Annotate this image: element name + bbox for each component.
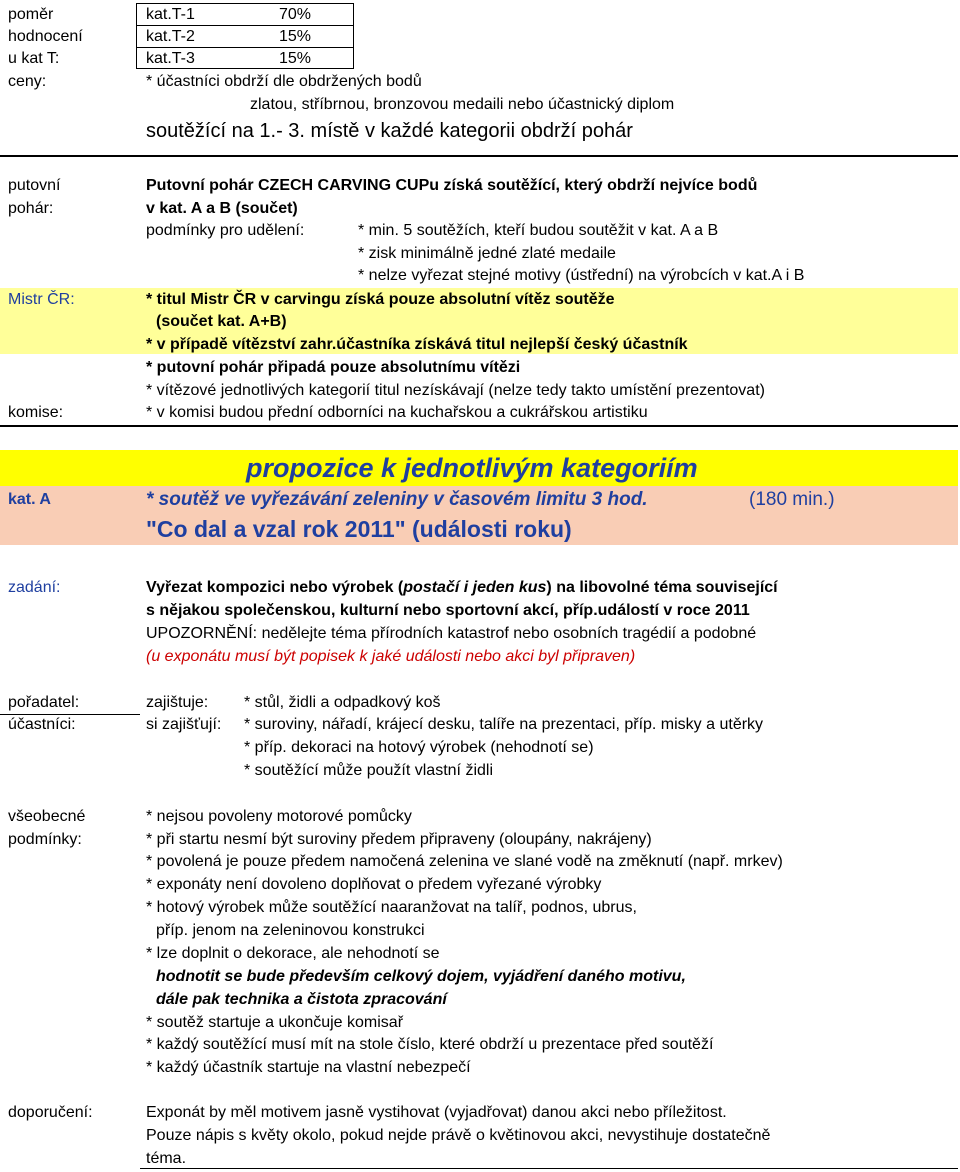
- general-item: * povolená je pouze předem namočená zelenina ve slané vodě na změknutí (např. mrkev): [146, 853, 783, 870]
- participants-label: účastníci:: [8, 716, 76, 733]
- cup-condition-1: * min. 5 soutěžích, kteří budou soutěžit v kat. A a B: [358, 222, 719, 239]
- cup-label-2: pohár:: [8, 200, 54, 217]
- organizer-label: pořadatel:: [8, 694, 80, 711]
- recommendation-line-3: téma.: [146, 1150, 187, 1167]
- prizes-label: ceny:: [8, 73, 47, 90]
- general-item: * při startu nesmí být suroviny předem připraveny (oloupány, nakrájeny): [146, 831, 652, 848]
- mistr-line-3: * v případě vítězství zahr.účastníka získává titul nejlepší český účastník: [146, 336, 688, 353]
- general-item: * exponáty není dovoleno doplňovat o předem vyřezané výrobky: [146, 876, 602, 893]
- prizes-line-3: soutěžící na 1.- 3. místě v každé kategorii obdrží pohár: [146, 120, 633, 142]
- category-a-duration: (180 min.): [749, 489, 835, 510]
- general-item: * soutěž startuje a ukončuje komisař: [146, 1014, 404, 1031]
- general-label-2: podmínky:: [8, 831, 82, 848]
- participants-item-1: * suroviny, nářadí, krájecí desku, talíře na prezentaci, příp. misky a utěrky: [244, 716, 764, 733]
- mistr-line-4: * putovní pohár připadá pouze absolutnímu vítězi: [146, 359, 521, 376]
- cup-line-2: v kat. A a B (součet): [146, 200, 298, 217]
- mistr-line-1: * titul Mistr ČR v carvingu získá pouze absolutní vítěz soutěže: [146, 291, 615, 308]
- cup-label-1: putovní: [8, 177, 61, 194]
- general-item: * hotový výrobek může soutěžící naaranžovat na talíř, podnos, ubrus,: [146, 899, 637, 916]
- general-label-1: všeobecné: [8, 808, 86, 825]
- general-item-emphasis: dále pak technika a čistota zpracování: [156, 991, 447, 1008]
- mistr-line-2: (součet kat. A+B): [156, 313, 287, 330]
- category-a-theme: "Co dal a vzal rok 2011" (události roku): [146, 516, 572, 542]
- category-a-label: kat. A: [8, 491, 51, 508]
- ratio-label-1: poměr: [8, 6, 54, 23]
- ratio-label-3: u kat T:: [8, 50, 60, 67]
- ratio-pct-1: 70%: [279, 6, 312, 23]
- general-item: * každý účastník startuje na vlastní nebezpečí: [146, 1059, 471, 1076]
- general-item: příp. jenom na zeleninovou konstrukci: [156, 922, 425, 939]
- ratio-cat-2: kat.T-2: [146, 28, 195, 45]
- mistr-label: Mistr ČR:: [8, 291, 75, 308]
- organizer-provides: zajištuje:: [146, 694, 209, 711]
- assignment-line-1c: ) na libovolné téma související: [546, 579, 778, 596]
- committee-label: komise:: [8, 404, 64, 421]
- assignment-warning: UPOZORNĚNÍ: nedělejte téma přírodních katastrof nebo osobních tragédií a podobné: [146, 625, 757, 642]
- ratio-pct-3: 15%: [279, 50, 312, 67]
- section-divider: [0, 155, 958, 157]
- assignment-line-1a: Vyřezat kompozici nebo výrobek (: [146, 579, 404, 596]
- participants-item-2: * příp. dekoraci na hotový výrobek (nehodnotí se): [244, 739, 594, 756]
- general-item-emphasis: hodnotit se bude především celkový dojem, vyjádření daného motivu,: [156, 968, 686, 985]
- general-item: * nejsou povoleny motorové pomůcky: [146, 808, 412, 825]
- category-a-line: * soutěž ve vyřezávání zeleniny v časovém limitu 3 hod.: [146, 489, 648, 510]
- recommendation-label: doporučení:: [8, 1104, 93, 1121]
- footer-divider: [140, 1168, 958, 1169]
- ratio-cat-3: kat.T-3: [146, 50, 195, 67]
- cup-line-1: Putovní pohár CZECH CARVING CUPu získá soutěžící, který obdrží nejvíce bodů: [146, 177, 758, 194]
- assignment-line-1b: postačí i jeden kus: [403, 579, 547, 596]
- ratio-label-2: hodnocení: [8, 28, 83, 45]
- recommendation-line-1: Exponát by měl motivem jasně vystihovat (vyjadřovat) danou akci nebo příležitost.: [146, 1104, 727, 1121]
- recommendation-line-2: Pouze nápis s květy okolo, pokud nejde právě o květinovou akci, nevystihuje dostatečně: [146, 1127, 771, 1144]
- categories-title: propozice k jednotlivým kategoriím: [246, 453, 698, 483]
- cup-condition-2: * zisk minimálně jedné zlaté medaile: [358, 245, 616, 262]
- committee-text: * v komisi budou přední odborníci na kuchařskou a cukrářskou artistiku: [146, 404, 648, 421]
- cup-condition-3: * nelze vyřezat stejné motivy (ústřední) na výrobcích v kat.A i B: [358, 267, 805, 284]
- assignment-label: zadání:: [8, 579, 61, 596]
- cup-conditions-label: podmínky pro udělení:: [146, 222, 305, 239]
- ratio-pct-2: 15%: [279, 28, 312, 45]
- participants-provide: si zajišťují:: [146, 716, 222, 733]
- general-item: * každý soutěžící musí mít na stole číslo, které obdrží u prezentace před soutěží: [146, 1036, 714, 1053]
- assignment-line-1: [146, 577, 778, 599]
- ratio-cat-1: kat.T-1: [146, 6, 195, 23]
- section-divider: [0, 425, 958, 427]
- organizer-items: * stůl, židli a odpadkový koš: [244, 694, 441, 711]
- prizes-line-2: zlatou, stříbrnou, bronzovou medaili nebo účastnický diplom: [250, 96, 675, 113]
- assignment-line-2: s nějakou společenskou, kulturní nebo sportovní akcí, příp.událostí v roce 2011: [146, 602, 750, 619]
- participants-item-3: * soutěžící může použít vlastní židli: [244, 762, 493, 779]
- general-item: * lze doplnit o dekorace, ale nehodnotí se: [146, 945, 440, 962]
- prizes-line-1: * účastníci obdrží dle obdržených bodů: [146, 73, 422, 90]
- assignment-note: (u exponátu musí být popisek k jaké události nebo akci byl připraven): [146, 648, 636, 665]
- mistr-line-5: * vítězové jednotlivých kategorií titul nezískávají (nelze tedy takto umístění prezentovat): [146, 382, 765, 399]
